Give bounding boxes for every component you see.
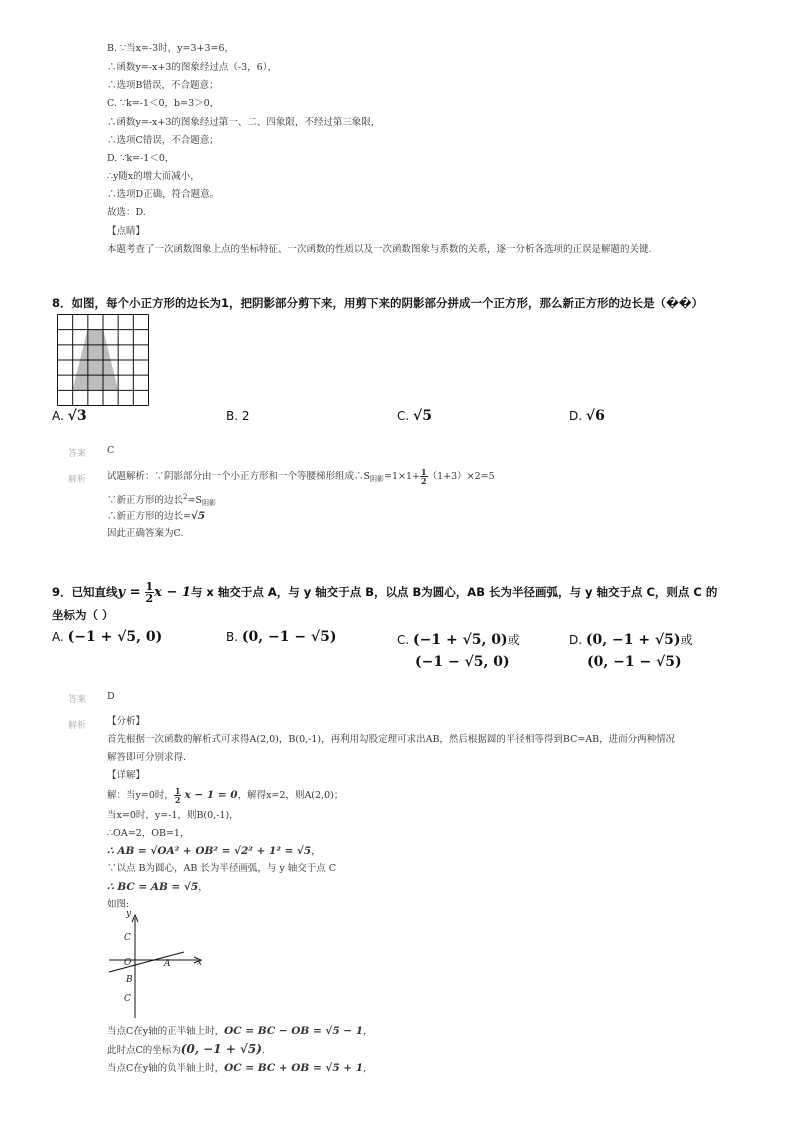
grid-lines <box>58 315 149 406</box>
answer-value: C <box>107 445 115 456</box>
solution-line: 【点睛】 <box>107 226 146 237</box>
analysis-line: ∴ BC = AB = √5， <box>107 881 208 893</box>
analysis-line: 当点C在y轴的正半轴上时，OC = BC − OB = √5 − 1， <box>107 1025 373 1037</box>
solution-line: B. ∵当x=-3时，y=3+3=6， <box>107 43 235 54</box>
solution-line: D. ∵k=-1＜0， <box>107 153 175 164</box>
analysis-line: 当x=0时，y=-1，则B(0,-1)， <box>107 810 239 821</box>
analysis-line: 因此正确答案为C. <box>107 528 184 539</box>
analysis-line: 当点C在y轴的负半轴上时，OC = BC + OB = √5 + 1, <box>107 1062 367 1074</box>
analysis-line: ∴新正方形的边长=√5 <box>107 510 206 522</box>
answer-label: 答案 <box>68 695 87 705</box>
analysis-line: 如图: <box>107 899 130 910</box>
y-axis-label: y <box>126 909 132 919</box>
point-a: A <box>164 959 171 969</box>
point-b: B <box>126 975 133 985</box>
x-axis-label: x <box>197 958 203 968</box>
solution-line: ∴函数y=-x+3的图象经过点（-3，6）， <box>107 62 277 73</box>
analysis-line: ∴ AB = √OA² + OB² = √2² + 1² = √5， <box>107 845 321 857</box>
analysis-line: ∵以点 B为圆心，AB 长为半径画弧，与 y 轴交于点 C <box>107 863 337 874</box>
analysis-line: 【分析】 <box>107 716 146 727</box>
point-c-upper: C <box>124 933 131 943</box>
analysis-line: 解：当y=0时， $\frac{1}{2}$ x − 1 = 0，解得x=2，则A(2,0)； <box>107 786 344 805</box>
analysis-line: ∵新正方形的边长$^2=S_{阴影}$ <box>107 493 216 507</box>
analysis-line: 【详解】 <box>107 770 146 781</box>
answer-label: 答案 <box>68 449 87 459</box>
option-d[interactable]: D. (0, −1 + √5)或 (0, −1 − √5) <box>569 632 693 670</box>
solution-line: ∴函数y=-x+3的图象经过第一、二、四象限，不经过第三象限， <box>107 117 381 128</box>
analysis-label: 解析 <box>68 475 87 485</box>
analysis-line: 此时点C的坐标为(0, −1 + √5). <box>107 1042 265 1056</box>
option-b[interactable]: B. (0, −1 − √5) <box>226 629 337 645</box>
solution-line: ∴选项B错误，不合题意； <box>107 80 219 91</box>
analysis-line: 试题解析：∵阴影部分由一个小正方形和一个等腰梯形组成$\therefore S_{阴影}=1\times 1+$ $\frac{1}{2}$ （1+3）×2=5 <box>107 467 495 486</box>
analysis-line: 解答即可分别求得. <box>107 752 187 763</box>
solution-line: C. ∵k=-1＜0，b=3＞0， <box>107 98 220 109</box>
shaded-square <box>88 329 103 344</box>
solution-line: ∴选项C错误，不合题意； <box>107 135 219 146</box>
option-d[interactable]: D. √6 <box>569 408 605 424</box>
analysis-line: 首先根据一次函数的解析式可求得A(2,0)，B(0,-1)，再利用勾股定理可求出AB，然后根据圆的半径相等得到BC=AB，进而分两种情况 <box>107 734 676 745</box>
solution-line: ∴y随x的增大而减小， <box>107 171 200 182</box>
option-a[interactable]: A. √3 <box>52 408 87 424</box>
answer-value: D <box>107 691 115 702</box>
analysis-line: ∴OA=2，OB=1， <box>107 828 190 839</box>
solution-line: 本题考查了一次函数图象上点的坐标特征、一次函数的性质以及一次函数图象与系数的关系，逐一分析各选项的正误是解题的关键. <box>107 244 652 255</box>
solution-line: ∴选项D正确，符合题意。 <box>107 189 220 200</box>
origin-label: O <box>124 958 132 968</box>
question-9-stem: 9．已知直线y = $\frac{1}{2}$ x − 1与 x 轴交于点 A，与 y 轴交于点 B，以点 B为圆心，AB 长为半径画弧，与 y 轴交于点 C，则点 C 的 <box>52 580 718 605</box>
question-9-stem-cont: 坐标为（ ） <box>52 608 114 622</box>
point-c-lower: C <box>124 994 131 1004</box>
option-c[interactable]: C. √5 <box>397 408 432 424</box>
option-c[interactable]: C. (−1 + √5, 0)或 (−1 − √5, 0) <box>397 632 520 670</box>
question-8-stem: 8．如图，每个小正方形的边长为1，把阴影部分剪下来，用剪下来的阴影部分拼成一个正方形，那么新正方形的边长是（��） <box>52 296 704 310</box>
solution-line: 故选：D. <box>107 207 146 218</box>
analysis-label: 解析 <box>68 721 87 731</box>
grid-figure <box>57 314 149 406</box>
coordinate-graph <box>106 910 206 1020</box>
option-b[interactable]: B. 2 <box>226 409 250 423</box>
option-a[interactable]: A. (−1 + √5, 0) <box>52 629 163 645</box>
